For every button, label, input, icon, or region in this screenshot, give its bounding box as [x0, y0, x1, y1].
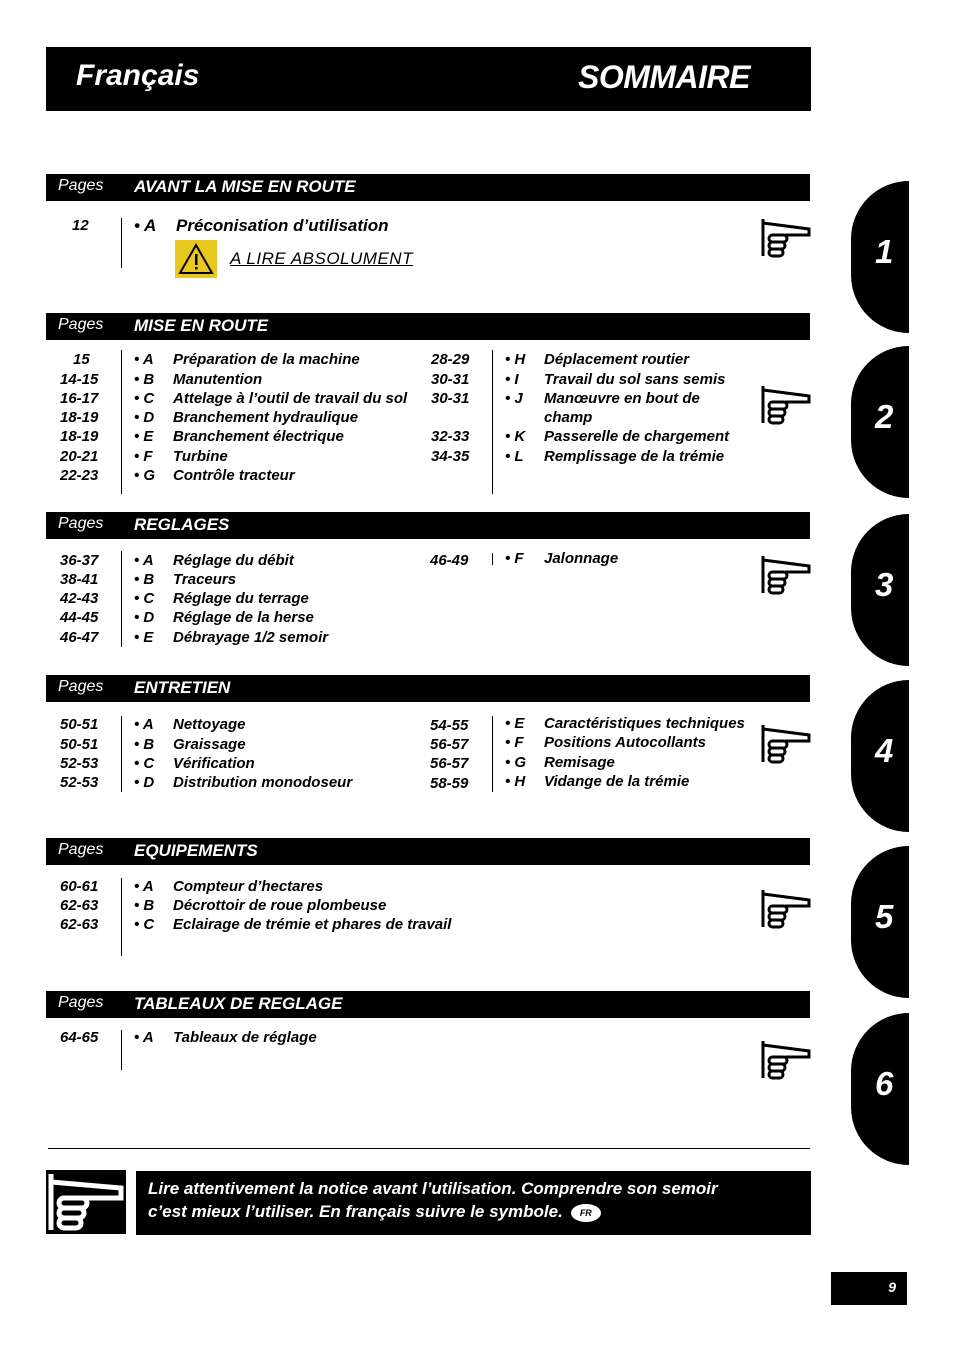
entry-title: Contrôle tracteur: [173, 467, 295, 484]
entry-page: 38-41: [60, 571, 99, 588]
entry-letter: • A: [134, 552, 154, 569]
entry-page: 22-23: [60, 467, 99, 484]
language-title: Français: [76, 59, 200, 92]
chapter-tab-6[interactable]: [851, 1013, 909, 1165]
section-bar-tableaux: [46, 991, 810, 1018]
entry-letter: • A: [134, 351, 154, 368]
entry-page: 30-31: [431, 371, 470, 388]
column-divider: [121, 551, 122, 647]
entry-page: 30-31: [431, 390, 470, 407]
entry-title: Nettoyage: [173, 716, 246, 733]
column-divider: [492, 716, 493, 792]
entry-page: 62-63: [60, 897, 99, 914]
pointing-hand-icon: [761, 384, 811, 425]
entry-page: 14-15: [60, 371, 99, 388]
entry-letter: • A: [134, 216, 157, 235]
section-bar-reglages: [46, 512, 810, 539]
entry-title: Travail du sol sans semis: [544, 371, 726, 388]
entry-title: Manutention: [173, 371, 263, 388]
entry-title: Vidange de la trémie: [544, 773, 690, 790]
entry-title: Jalonnage: [544, 550, 619, 567]
entry-title: Vérification: [173, 755, 255, 772]
entry-letter: • E: [134, 629, 154, 646]
entry-letter: • B: [134, 897, 155, 914]
pointing-hand-icon: [761, 888, 811, 929]
entry-letter: • B: [134, 371, 155, 388]
document-title: SOMMAIRE: [578, 59, 750, 95]
page-number-box: [831, 1272, 907, 1305]
column-divider: [492, 350, 493, 494]
entry-title: Positions Autocollants: [544, 734, 706, 751]
entry-letter: • L: [505, 448, 524, 465]
entry-title-continued: champ: [544, 409, 593, 426]
chapter-tab-number: 3: [875, 566, 894, 603]
entry-title: Réglage du débit: [173, 552, 294, 569]
entry-letter: • F: [505, 550, 524, 567]
entry-title: Graissage: [173, 736, 246, 753]
pointing-hand-icon: [761, 554, 811, 595]
entry-page: 12: [72, 217, 89, 234]
entry-title: Traceurs: [173, 571, 237, 588]
entry-letter: • F: [505, 734, 524, 751]
section-title: AVANT LA MISE EN ROUTE: [134, 177, 356, 196]
entry-page: 58-59: [430, 775, 469, 792]
entry-title: Branchement hydraulique: [173, 409, 359, 426]
entry-page: 44-45: [60, 609, 99, 626]
column-divider: [121, 1030, 122, 1070]
entry-title: Décrottoir de roue plombeuse: [173, 897, 387, 914]
chapter-tab-1[interactable]: [851, 181, 909, 333]
section-bar-entretien: [46, 675, 810, 702]
entry-title: Préconisation d’utilisation: [176, 216, 389, 235]
entry-page: 60-61: [60, 878, 99, 895]
section-title: TABLEAUX DE REGLAGE: [134, 994, 343, 1013]
entry-page: 52-53: [60, 755, 99, 772]
entry-letter: • E: [505, 715, 525, 732]
entry-letter: • J: [505, 390, 523, 407]
section-title: ENTRETIEN: [134, 678, 231, 697]
column-divider: [121, 218, 122, 268]
entry-page: 50-51: [60, 716, 99, 733]
entry-page: 54-55: [430, 717, 469, 734]
entry-title: Caractéristiques techniques: [544, 715, 745, 732]
section-bar-mise-en-route: [46, 313, 810, 340]
entry-letter: • B: [134, 571, 155, 588]
pages-label: Pages: [58, 678, 104, 695]
entry-letter: • C: [134, 590, 155, 607]
entry-title: Eclairage de trémie et phares de travail: [173, 916, 452, 933]
entry-page: 56-57: [430, 755, 469, 772]
entry-letter: • G: [505, 754, 527, 771]
header-bar: [46, 47, 811, 111]
fr-badge: FR: [571, 1204, 601, 1222]
entry-page: 42-43: [60, 590, 99, 607]
notice-line-1: Lire attentivement la notice avant l’utilisation. Comprendre son semoir: [148, 1179, 718, 1198]
entry-page: 16-17: [60, 390, 99, 407]
notice-line-2: [148, 1202, 601, 1222]
entry-letter: • K: [505, 428, 526, 445]
entry-page: 64-65: [60, 1029, 99, 1046]
chapter-tab-number: 4: [875, 732, 894, 769]
entry-page: 46-47: [60, 629, 99, 646]
entry-title: Compteur d’hectares: [173, 878, 324, 895]
entry-letter: • C: [134, 755, 155, 772]
entry-page: 18-19: [60, 409, 99, 426]
pages-label: Pages: [58, 515, 104, 532]
entry-page: 50-51: [60, 736, 99, 753]
entry-title: Turbine: [173, 448, 228, 465]
entry-letter: • B: [134, 736, 155, 753]
chapter-tab-4[interactable]: [851, 680, 909, 832]
entry-title: Passerelle de chargement: [544, 428, 730, 445]
chapter-tab-5[interactable]: [851, 846, 909, 998]
section-title: EQUIPEMENTS: [134, 841, 258, 860]
warning-icon: [175, 240, 217, 278]
pointing-hand-icon: [761, 723, 811, 764]
entry-letter: • A: [134, 716, 154, 733]
column-divider: [492, 553, 493, 565]
entry-page: 36-37: [60, 552, 99, 569]
chapter-tab-number: 1: [875, 233, 894, 270]
column-divider: [121, 716, 122, 792]
chapter-tab-number: 5: [875, 898, 894, 935]
pointing-hand-icon: [761, 217, 811, 258]
entry-title: Branchement électrique: [173, 428, 344, 445]
entry-letter: • A: [134, 878, 154, 895]
entry-title: Déplacement routier: [544, 351, 690, 368]
notice-box: [136, 1171, 811, 1235]
chapter-tab-number: 2: [875, 398, 894, 435]
large-hand-icon-box: [46, 1170, 126, 1234]
divider-line: [48, 1148, 810, 1149]
entry-letter: • H: [505, 773, 526, 790]
entry-title: Préparation de la machine: [173, 351, 360, 368]
entry-title: Distribution monodoseur: [173, 774, 353, 791]
pointing-hand-icon: [46, 1170, 126, 1234]
pages-label: Pages: [58, 841, 104, 858]
pages-label: Pages: [58, 316, 104, 333]
entry-letter: • F: [134, 448, 153, 465]
chapter-tab-3[interactable]: [851, 514, 909, 666]
entry-title: Réglage de la herse: [173, 609, 314, 626]
section-bar-avant: [46, 174, 810, 201]
section-title: REGLAGES: [134, 515, 230, 534]
warning-text: A LIRE ABSOLUMENT: [230, 249, 413, 268]
page-number: 9: [888, 1279, 896, 1295]
entry-letter: • D: [134, 409, 155, 426]
entry-title: Réglage du terrage: [173, 590, 309, 607]
section-title: MISE EN ROUTE: [134, 316, 269, 335]
entry-page: 46-49: [430, 552, 469, 569]
entry-title: Tableaux de réglage: [173, 1029, 317, 1046]
entry-title: Attelage à l’outil de travail du sol: [173, 390, 408, 407]
entry-title: Remplissage de la trémie: [544, 448, 725, 465]
entry-page: 28-29: [431, 351, 470, 368]
entry-title: Remisage: [544, 754, 615, 771]
chapter-tab-number: 6: [875, 1065, 894, 1102]
column-divider: [121, 350, 122, 494]
entry-page: 18-19: [60, 428, 99, 445]
entry-page: 32-33: [431, 428, 470, 445]
entry-letter: • D: [134, 774, 155, 791]
entry-letter: • C: [134, 390, 155, 407]
entry-letter: • A: [134, 1029, 154, 1046]
entry-page: 62-63: [60, 916, 99, 933]
section-bar-equipements: [46, 838, 810, 865]
entry-letter: • D: [134, 609, 155, 626]
entry-letter: • C: [134, 916, 155, 933]
entry-letter: • G: [134, 467, 156, 484]
pages-label: Pages: [58, 177, 104, 194]
chapter-tab-2[interactable]: [851, 346, 909, 498]
notice-line-2-text: c’est mieux l’utiliser. En français suivre le symbole.: [148, 1202, 563, 1221]
entry-letter: • E: [134, 428, 154, 445]
entry-letter: • I: [505, 371, 519, 388]
entry-title: Manœuvre en bout de: [544, 390, 700, 407]
entry-page: 56-57: [430, 736, 469, 753]
entry-page: 52-53: [60, 774, 99, 791]
column-divider: [121, 878, 122, 956]
entry-letter: • H: [505, 351, 526, 368]
pages-label: Pages: [58, 994, 104, 1011]
entry-page: 34-35: [431, 448, 470, 465]
entry-title: Débrayage 1/2 semoir: [173, 629, 329, 646]
entry-page: 20-21: [60, 448, 99, 465]
pointing-hand-icon: [761, 1039, 811, 1080]
entry-page: 15: [73, 351, 90, 368]
